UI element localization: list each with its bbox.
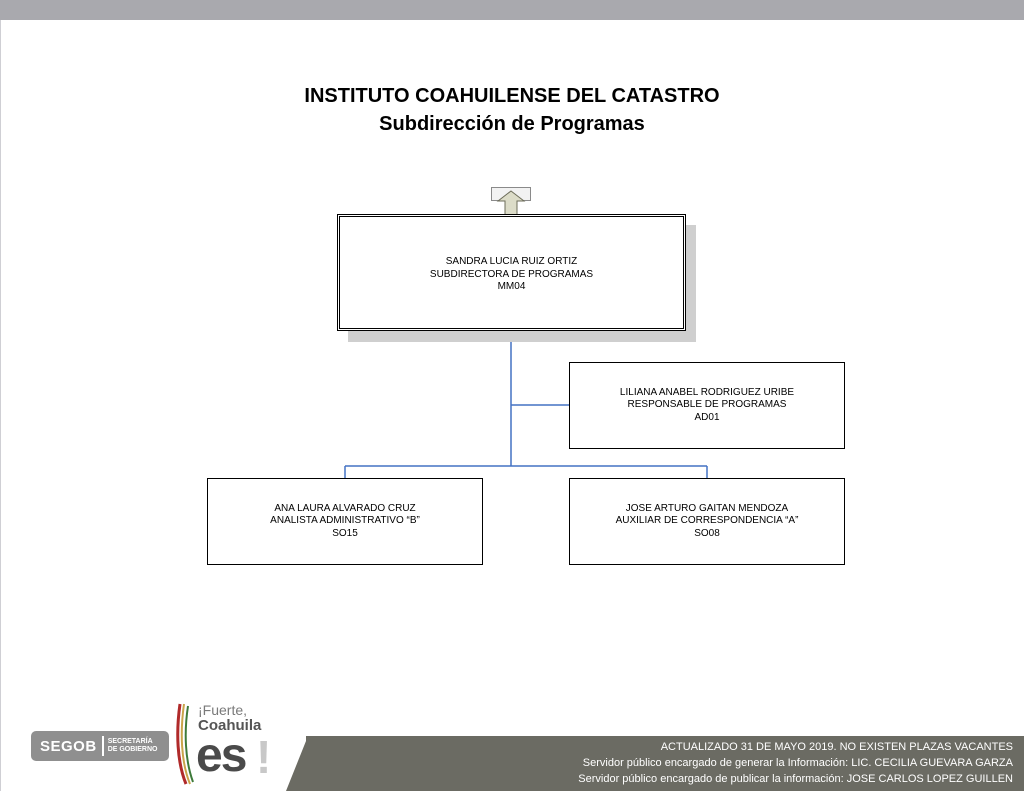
coahuila-logo-es: es: [196, 729, 246, 782]
subordinate-box-right[interactable]: [569, 478, 845, 565]
page-subtitle: Subdirección de Programas: [379, 113, 645, 135]
subordinate-name: ANA LAURA ALVARADO CRUZ: [274, 502, 416, 514]
head-box[interactable]: [337, 214, 686, 331]
footer-updated-note: ACTUALIZADO 31 DE MAYO 2019. NO EXISTEN PLAZAS VACANTES: [660, 741, 1013, 753]
coahuila-logo-line1: ¡Fuerte,: [198, 702, 248, 718]
footer-publisher-note: Servidor público encargado de publicar la información: JOSE CARLOS LOPEZ GUILLEN: [578, 773, 1013, 785]
subordinate-box-left[interactable]: [207, 478, 483, 565]
staff-position: RESPONSABLE DE PROGRAMAS: [627, 399, 787, 411]
coahuila-logo-line2: Coahuila: [198, 717, 262, 734]
head-code: MM04: [497, 281, 526, 292]
head-name: SANDRA LUCIA RUIZ ORTIZ: [445, 256, 578, 267]
subordinate-position: AUXILIAR DE CORRESPONDENCIA “A”: [615, 515, 799, 527]
subordinate-code: SO15: [332, 527, 358, 539]
staff-code: AD01: [694, 411, 720, 423]
coahuila-logo-exclamation: !: [256, 731, 272, 783]
subordinate-name: JOSE ARTURO GAITAN MENDOZA: [625, 502, 789, 514]
head-position: SUBDIRECTORA DE PROGRAMAS: [429, 268, 594, 280]
subordinate-code: SO08: [694, 527, 720, 539]
segob-logo: [31, 731, 169, 761]
up-arrow-icon[interactable]: [491, 187, 531, 217]
segob-logo-sub: SECRETARÍA DE GOBIERNO: [107, 738, 158, 753]
subordinate-position: ANALISTA ADMINISTRATIVO “B”: [270, 515, 420, 527]
segob-logo-main: SEGOB: [40, 737, 97, 755]
footer-generator-note: Servidor público encargado de generar la Información: LIC. CECILIA GUEVARA GARZA: [582, 757, 1013, 769]
segob-logo-divider: [102, 736, 104, 756]
page-title: INSTITUTO COAHUILENSE DEL CATASTRO: [304, 85, 720, 107]
coahuila-swoosh-icon: [174, 702, 196, 786]
top-bar: [0, 0, 1024, 20]
staff-box[interactable]: [569, 362, 845, 449]
staff-name: LILIANA ANABEL RODRIGUEZ URIBE: [619, 386, 795, 398]
